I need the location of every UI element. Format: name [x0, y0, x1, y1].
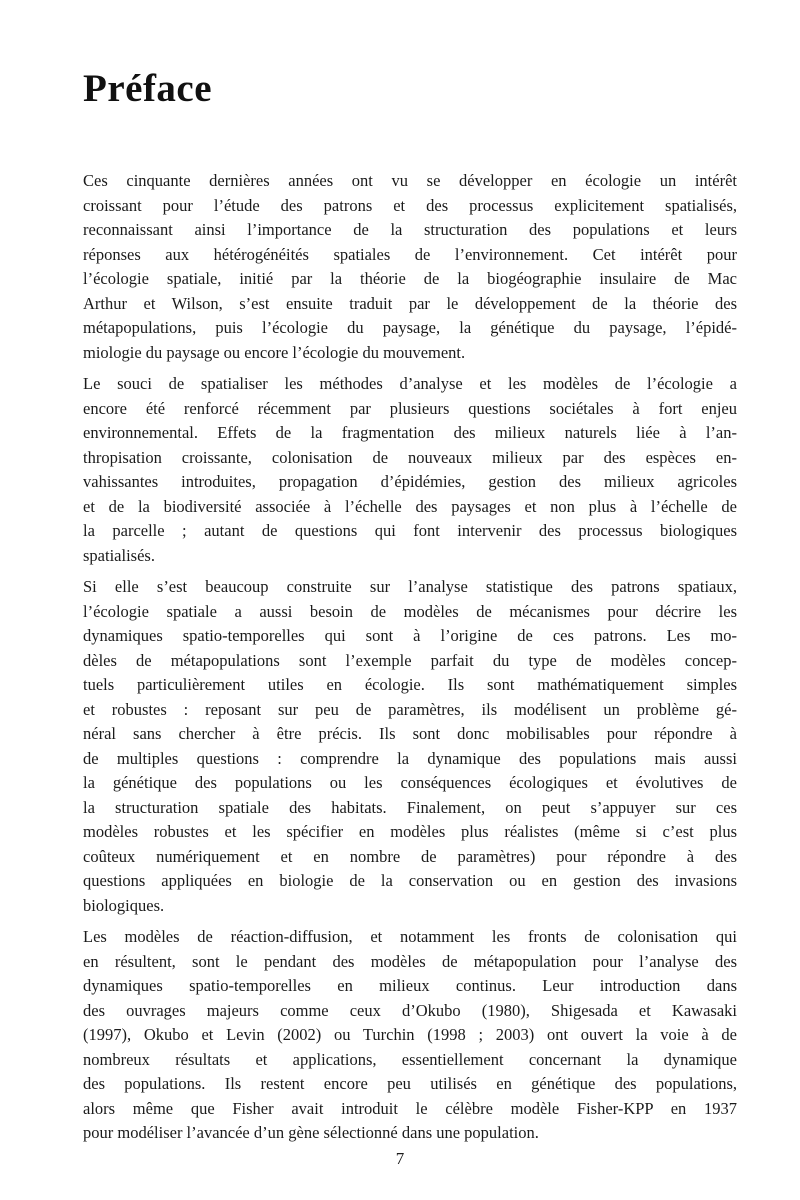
text-line: dèles de métapopulations sont l’exemple parfait du type de modèles concep- [83, 650, 737, 670]
text-line: métapopulations, puis l’écologie du paysage, la génétique du paysage, l’épidé- [83, 318, 737, 337]
text-line: dynamiques spatio-temporelles qui sont à l’origine de ces patrons. Les mo- [83, 626, 737, 645]
text-line: la parcelle ; autant de questions qui font intervenir des processus biologiques [83, 521, 737, 540]
text-line: Le souci de spatialiser les méthodes d’analyse et les modèles de l’écologie a [83, 374, 737, 393]
page-body [83, 169, 737, 1146]
text-line: encore été renforcé récemment par plusieurs questions sociétales à fort enjeu [83, 398, 737, 418]
paragraph [83, 925, 737, 1146]
text-line: nombreux résultats et applications, essentiellement concernant la dynamique [83, 1049, 737, 1069]
text-line: environnemental. Effets de la fragmentation des milieux naturels liée à l’an- [83, 423, 737, 442]
text-line: et de la biodiversité associée à l’échelle des paysages et non plus à l’échelle de [83, 496, 737, 516]
text-line: néral sans chercher à être précis. Ils sont donc mobilisables pour répondre à [83, 724, 737, 743]
text-line: alors même que Fisher avait introduit le célèbre modèle Fisher-KPP en 1937 [83, 1098, 737, 1118]
text-line: questions appliquées en biologie de la conservation ou en gestion des invasions [83, 871, 737, 890]
text-line: Les modèles de réaction-diffusion, et notamment les fronts de colonisation qui [83, 927, 737, 946]
text-line: et robustes : reposant sur peu de paramètres, ils modélisent un problème gé- [83, 699, 737, 719]
text-line: thropisation croissante, colonisation de nouveaux milieux par des espèces en- [83, 447, 737, 467]
text-line: Arthur et Wilson, s’est ensuite traduit par le développement de la théorie des [83, 293, 737, 313]
page-title: Préface [83, 67, 213, 110]
text-line: des populations. Ils restent encore peu utilisés en génétique des populations, [83, 1074, 737, 1093]
text-line: la génétique des populations ou les conséquences écologiques et évolutives de [83, 773, 737, 792]
text-line: réponses aux hétérogénéités spatiales de l’environnement. Cet intérêt pour [83, 244, 737, 264]
text-line: vahissantes introduites, propagation d’épidémies, gestion des milieux agricoles [83, 472, 737, 491]
text-line: la structuration spatiale des habitats. Finalement, on peut s’appuyer sur ces [83, 797, 737, 817]
text-line: des ouvrages majeurs comme ceux d’Okubo (1980), Shigesada et Kawasaki [83, 1000, 737, 1020]
text-line: croissant pour l’étude des patrons et des processus explicitement spatialisés, [83, 195, 737, 215]
text-line: Si elle s’est beaucoup construite sur l’analyse statistique des patrons spatiaux, [83, 577, 737, 596]
text-line: (1997), Okubo et Levin (2002) ou Turchin (1998 ; 2003) ont ouvert la voie à de [83, 1025, 737, 1044]
text-line: coûteux numériquement et en nombre de paramètres) pour répondre à des [83, 846, 737, 866]
text-line: en résultent, sont le pendant des modèles de métapopulation pour l’analyse des [83, 951, 737, 971]
text-line: pour modéliser l’avancée d’un gène sélectionné dans une population. [83, 1123, 539, 1142]
paragraph [83, 575, 737, 918]
paragraph [83, 169, 737, 365]
text-line: dynamiques spatio-temporelles en milieux continus. Leur introduction dans [83, 976, 737, 995]
text-line: tuels particulièrement utiles en écologie. Ils sont mathématiquement simples [83, 675, 737, 694]
text-line: Ces cinquante dernières années ont vu se développer en écologie un intérêt [83, 171, 737, 190]
text-line: l’écologie spatiale a aussi besoin de modèles de mécanismes pour décrire les [83, 601, 737, 621]
page-content [83, 0, 737, 1146]
text-line: l’écologie spatiale, initié par la théorie de la biogéographie insulaire de Mac [83, 269, 737, 288]
text-line: spatialisés. [83, 545, 155, 565]
text-line: miologie du paysage ou encore l’écologie du mouvement. [83, 342, 466, 362]
text-line: modèles robustes et les spécifier en modèles plus réalistes (même si c’est plus [83, 822, 737, 841]
paragraph [83, 372, 737, 568]
text-line: biologiques. [83, 895, 165, 915]
text-line: reconnaissant ainsi l’importance de la structuration des populations et leurs [83, 220, 737, 239]
page-number: 7 [395, 1149, 405, 1168]
text-line: de multiples questions : comprendre la dynamique des populations mais aussi [83, 748, 737, 768]
